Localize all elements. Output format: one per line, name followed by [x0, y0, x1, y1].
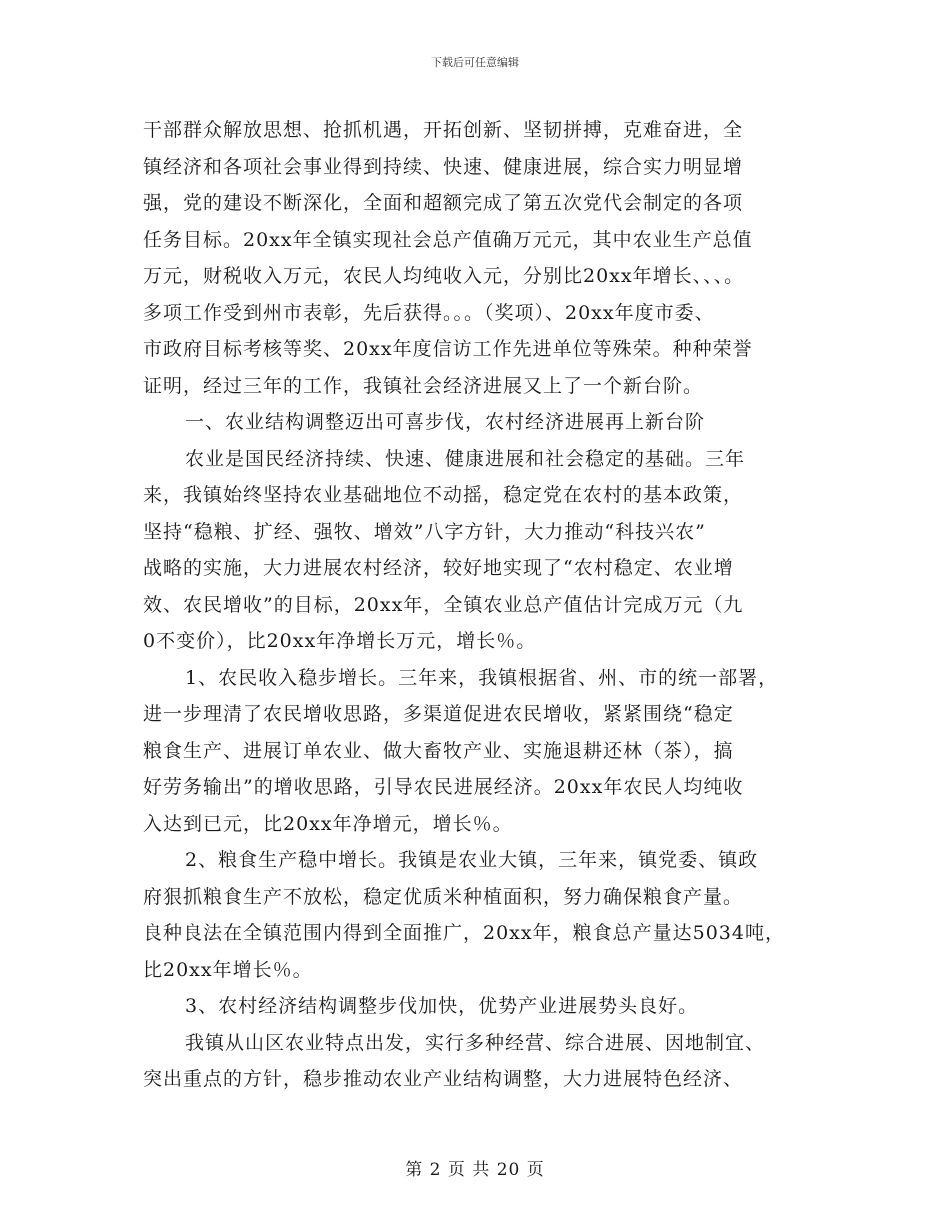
text-line: 任务目标。20xx年全镇实现社会总产值确万元元，其中农业生产总值	[143, 228, 753, 251]
paragraph-start: 我镇从山区农业特点出发，实行多种经营、综合进展、因地制宜、	[185, 1031, 766, 1054]
paragraph-start: 2、粮食生产稳中增长。我镇是农业大镇，三年来，镇党委、镇政	[185, 849, 759, 871]
paragraph-start: 农业是国民经济持续、快速、健康进展和社会稳定的基础。三年	[185, 447, 746, 470]
text-line: 证明，经过三年的工作，我镇社会经济进展又上了一个新台阶。	[143, 374, 704, 397]
text-line: 坚持“稳粮、扩经、强牧、增效”八字方针，大力推动“科技兴农”	[143, 520, 706, 543]
text-line: 镇经济和各项社会事业得到持续、快速、健康进展，综合实力明显增	[143, 155, 744, 178]
page-header: 下载后可任意编辑	[431, 56, 519, 69]
paragraph-start: 1、农民收入稳步增长。三年来，我镇根据省、州、市的统一部署，	[185, 666, 779, 689]
text-line: 比20xx年增长％。	[143, 958, 313, 981]
paragraph-start: 3、农村经济结构调整步伐加快，优势产业进展势头良好。	[185, 995, 699, 1017]
text-line: 府狠抓粮食生产不放松，稳定优质米种植面积，努力确保粮食产量。	[143, 885, 744, 908]
text-line: 好劳务输出”的增收思路，引导农民进展经济。20xx年农民人均纯收	[143, 776, 744, 798]
text-line: 市政府目标考核等奖、20xx年度信访工作先进单位等殊荣。种种荣誉	[143, 338, 753, 360]
text-line: 突出重点的方针，稳步推动农业产业结构调整，大力进展特色经济、	[143, 1068, 744, 1090]
page-footer: 第 2 页 共 20 页	[405, 1160, 545, 1180]
text-line: 来，我镇始终坚持农业基础地位不动摇，稳定党在农村的基本政策，	[143, 484, 744, 506]
text-line: 进一步理清了农民增收思路，多渠道促进农民增收，紧紧围绕“稳定	[143, 703, 734, 725]
text-line: 粮食生产、进展订单农业、做大畜牧产业、实施退耕还林（茶），搞	[143, 739, 734, 762]
text-line: 良种良法在全镇范围内得到全面推广，20xx年，粮食总产量达5034吨，	[143, 922, 785, 944]
text-line: 强，党的建设不断深化，全面和超额完成了第五次党代会制定的各项	[143, 192, 744, 214]
text-line: 多项工作受到州市表彰，先后获得。。。（奖项）、20xx年度市委、	[143, 301, 715, 324]
document-body	[143, 112, 808, 1098]
section-heading: 一、农业结构调整迈出可喜步伐，农村经济进展再上新台阶	[185, 411, 706, 433]
text-line: 入达到已元，比20xx年净增元，增长％。	[143, 812, 513, 835]
text-line: 0不变价），比20xx年净增长万元，增长％。	[143, 630, 537, 652]
text-line: 万元，财税收入万元，农民人均纯收入元，分别比20xx年增长、、、。	[143, 265, 745, 287]
text-line: 干部群众解放思想、抢抓机遇，开拓创新、坚韧拼搏，克难奋进，全	[143, 119, 744, 141]
text-line: 战略的实施，大力进展农村经济，较好地实现了“农村稳定、农业增	[143, 557, 734, 579]
text-line: 效、农民增收”的目标，20xx年，全镇农业总产值估计完成万元（九	[143, 593, 744, 616]
